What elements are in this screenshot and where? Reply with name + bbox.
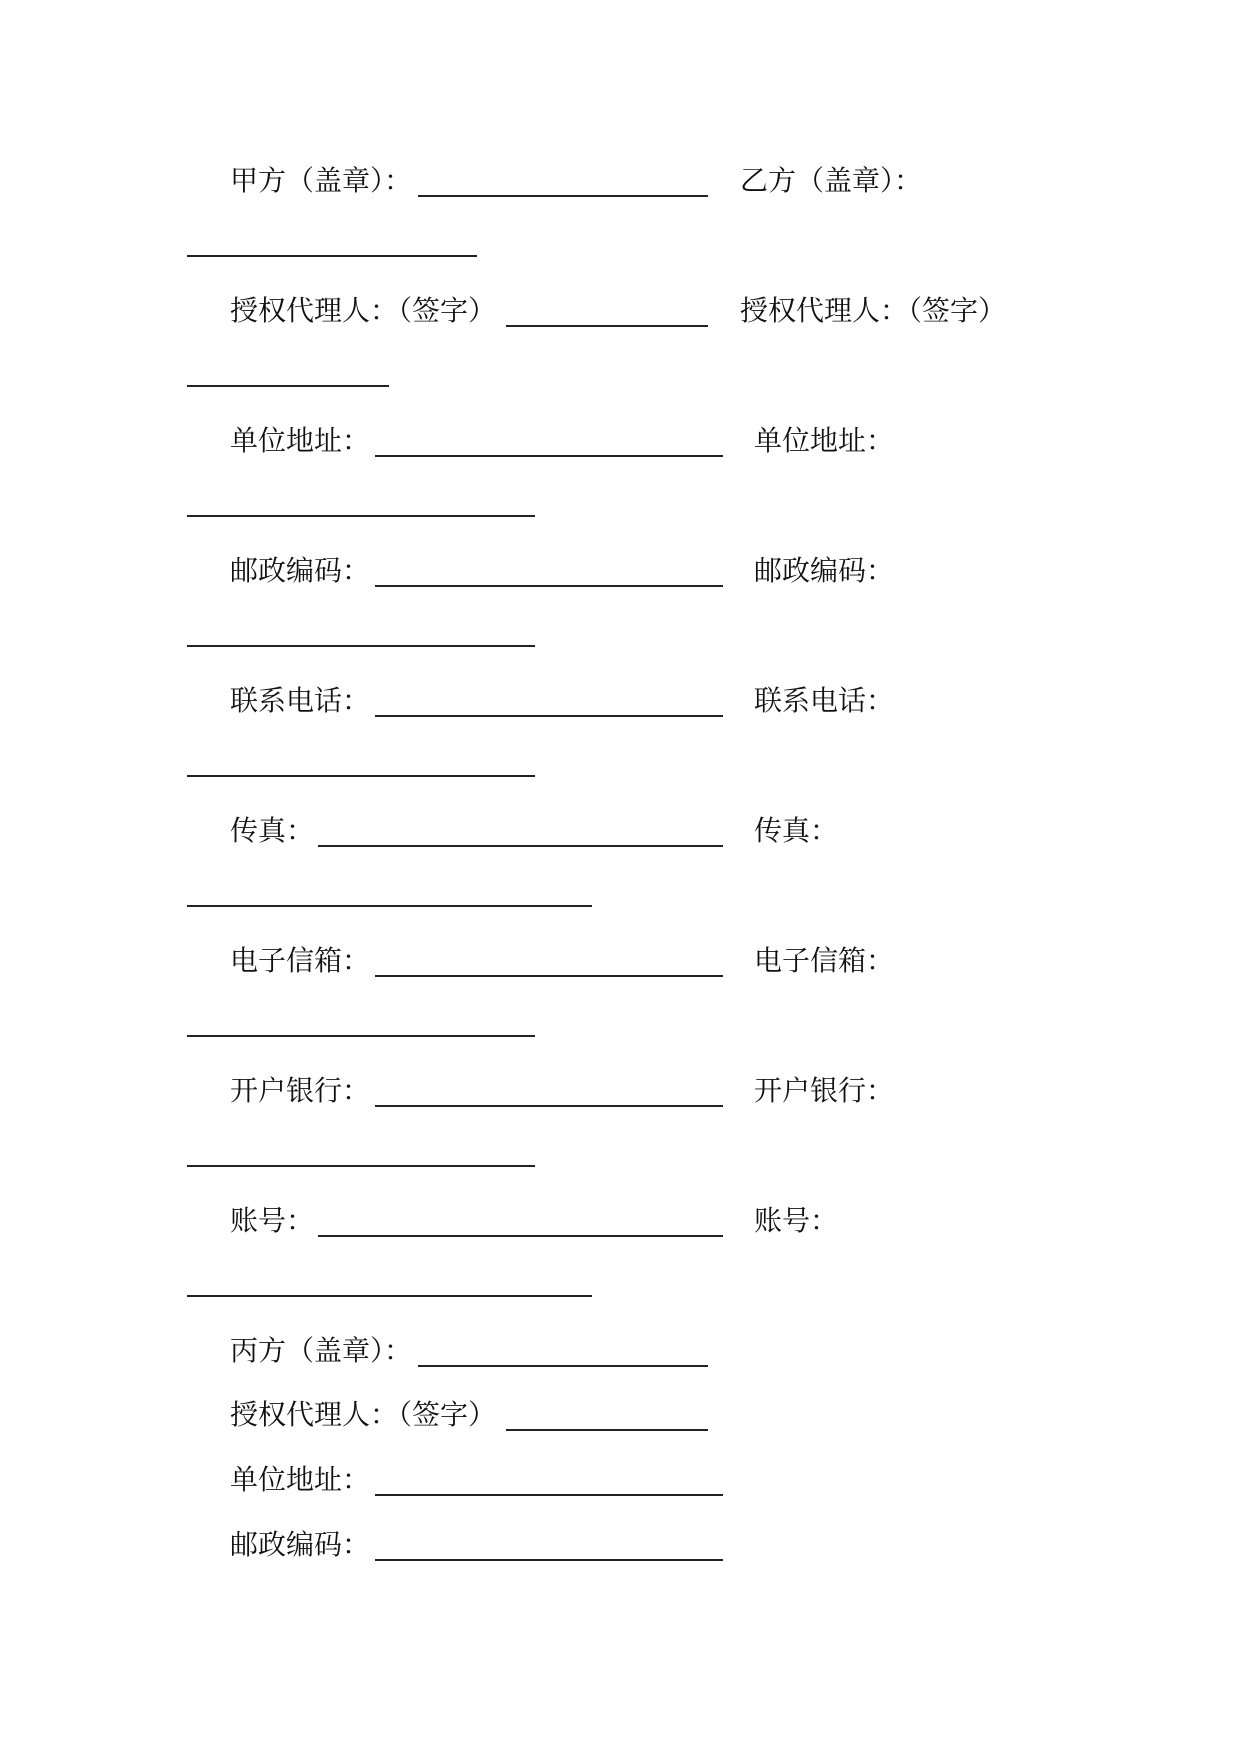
party-b-account-label: 账号：: [754, 1204, 839, 1237]
party-c-address-blank[interactable]: [375, 1494, 723, 1496]
party-a-address-blank[interactable]: [375, 455, 723, 457]
party-c-agent-label: 授权代理人：（签字）: [230, 1398, 497, 1431]
party-b-address-blank[interactable]: [187, 515, 535, 517]
party-a-address-label: 单位地址：: [230, 424, 371, 457]
party-b-seal-blank[interactable]: [187, 255, 477, 257]
party-a-bank-label: 开户银行：: [230, 1074, 371, 1107]
party-a-fax-label: 传真：: [230, 814, 315, 847]
party-b-agent-label: 授权代理人：（签字）: [740, 294, 1007, 327]
party-b-phone-label: 联系电话：: [754, 684, 895, 717]
party-a-email-blank[interactable]: [375, 975, 723, 977]
party-a-agent-label: 授权代理人：（签字）: [230, 294, 497, 327]
party-b-agent-blank[interactable]: [187, 385, 389, 387]
party-c-agent-blank[interactable]: [506, 1429, 708, 1431]
party-a-email-label: 电子信箱：: [230, 944, 371, 977]
party-b-postal-label: 邮政编码：: [754, 554, 895, 587]
party-a-phone-label: 联系电话：: [230, 684, 371, 717]
party-b-account-blank[interactable]: [187, 1295, 592, 1297]
party-a-seal-blank[interactable]: [418, 195, 708, 197]
party-b-fax-label: 传真：: [754, 814, 839, 847]
party-b-fax-blank[interactable]: [187, 905, 592, 907]
party-b-bank-blank[interactable]: [187, 1165, 535, 1167]
party-a-phone-blank[interactable]: [375, 715, 723, 717]
party-a-agent-blank[interactable]: [506, 325, 708, 327]
party-c-postal-blank[interactable]: [375, 1559, 723, 1561]
party-c-address-label: 单位地址：: [230, 1463, 371, 1496]
party-b-postal-blank[interactable]: [187, 645, 535, 647]
party-c-postal-label: 邮政编码：: [230, 1528, 371, 1561]
party-c-seal-blank[interactable]: [418, 1365, 708, 1367]
party-a-seal-label: 甲方（盖章）：: [230, 164, 413, 197]
party-b-phone-blank[interactable]: [187, 775, 535, 777]
party-a-bank-blank[interactable]: [375, 1105, 723, 1107]
party-c-seal-label: 丙方（盖章）：: [230, 1334, 413, 1367]
party-a-postal-label: 邮政编码：: [230, 554, 371, 587]
party-b-seal-label: 乙方（盖章）：: [740, 164, 923, 197]
party-a-account-blank[interactable]: [318, 1235, 723, 1237]
party-b-bank-label: 开户银行：: [754, 1074, 895, 1107]
party-b-email-label: 电子信箱：: [754, 944, 895, 977]
party-b-email-blank[interactable]: [187, 1035, 535, 1037]
party-a-fax-blank[interactable]: [318, 845, 723, 847]
party-a-postal-blank[interactable]: [375, 585, 723, 587]
party-a-account-label: 账号：: [230, 1204, 315, 1237]
party-b-address-label: 单位地址：: [754, 424, 895, 457]
